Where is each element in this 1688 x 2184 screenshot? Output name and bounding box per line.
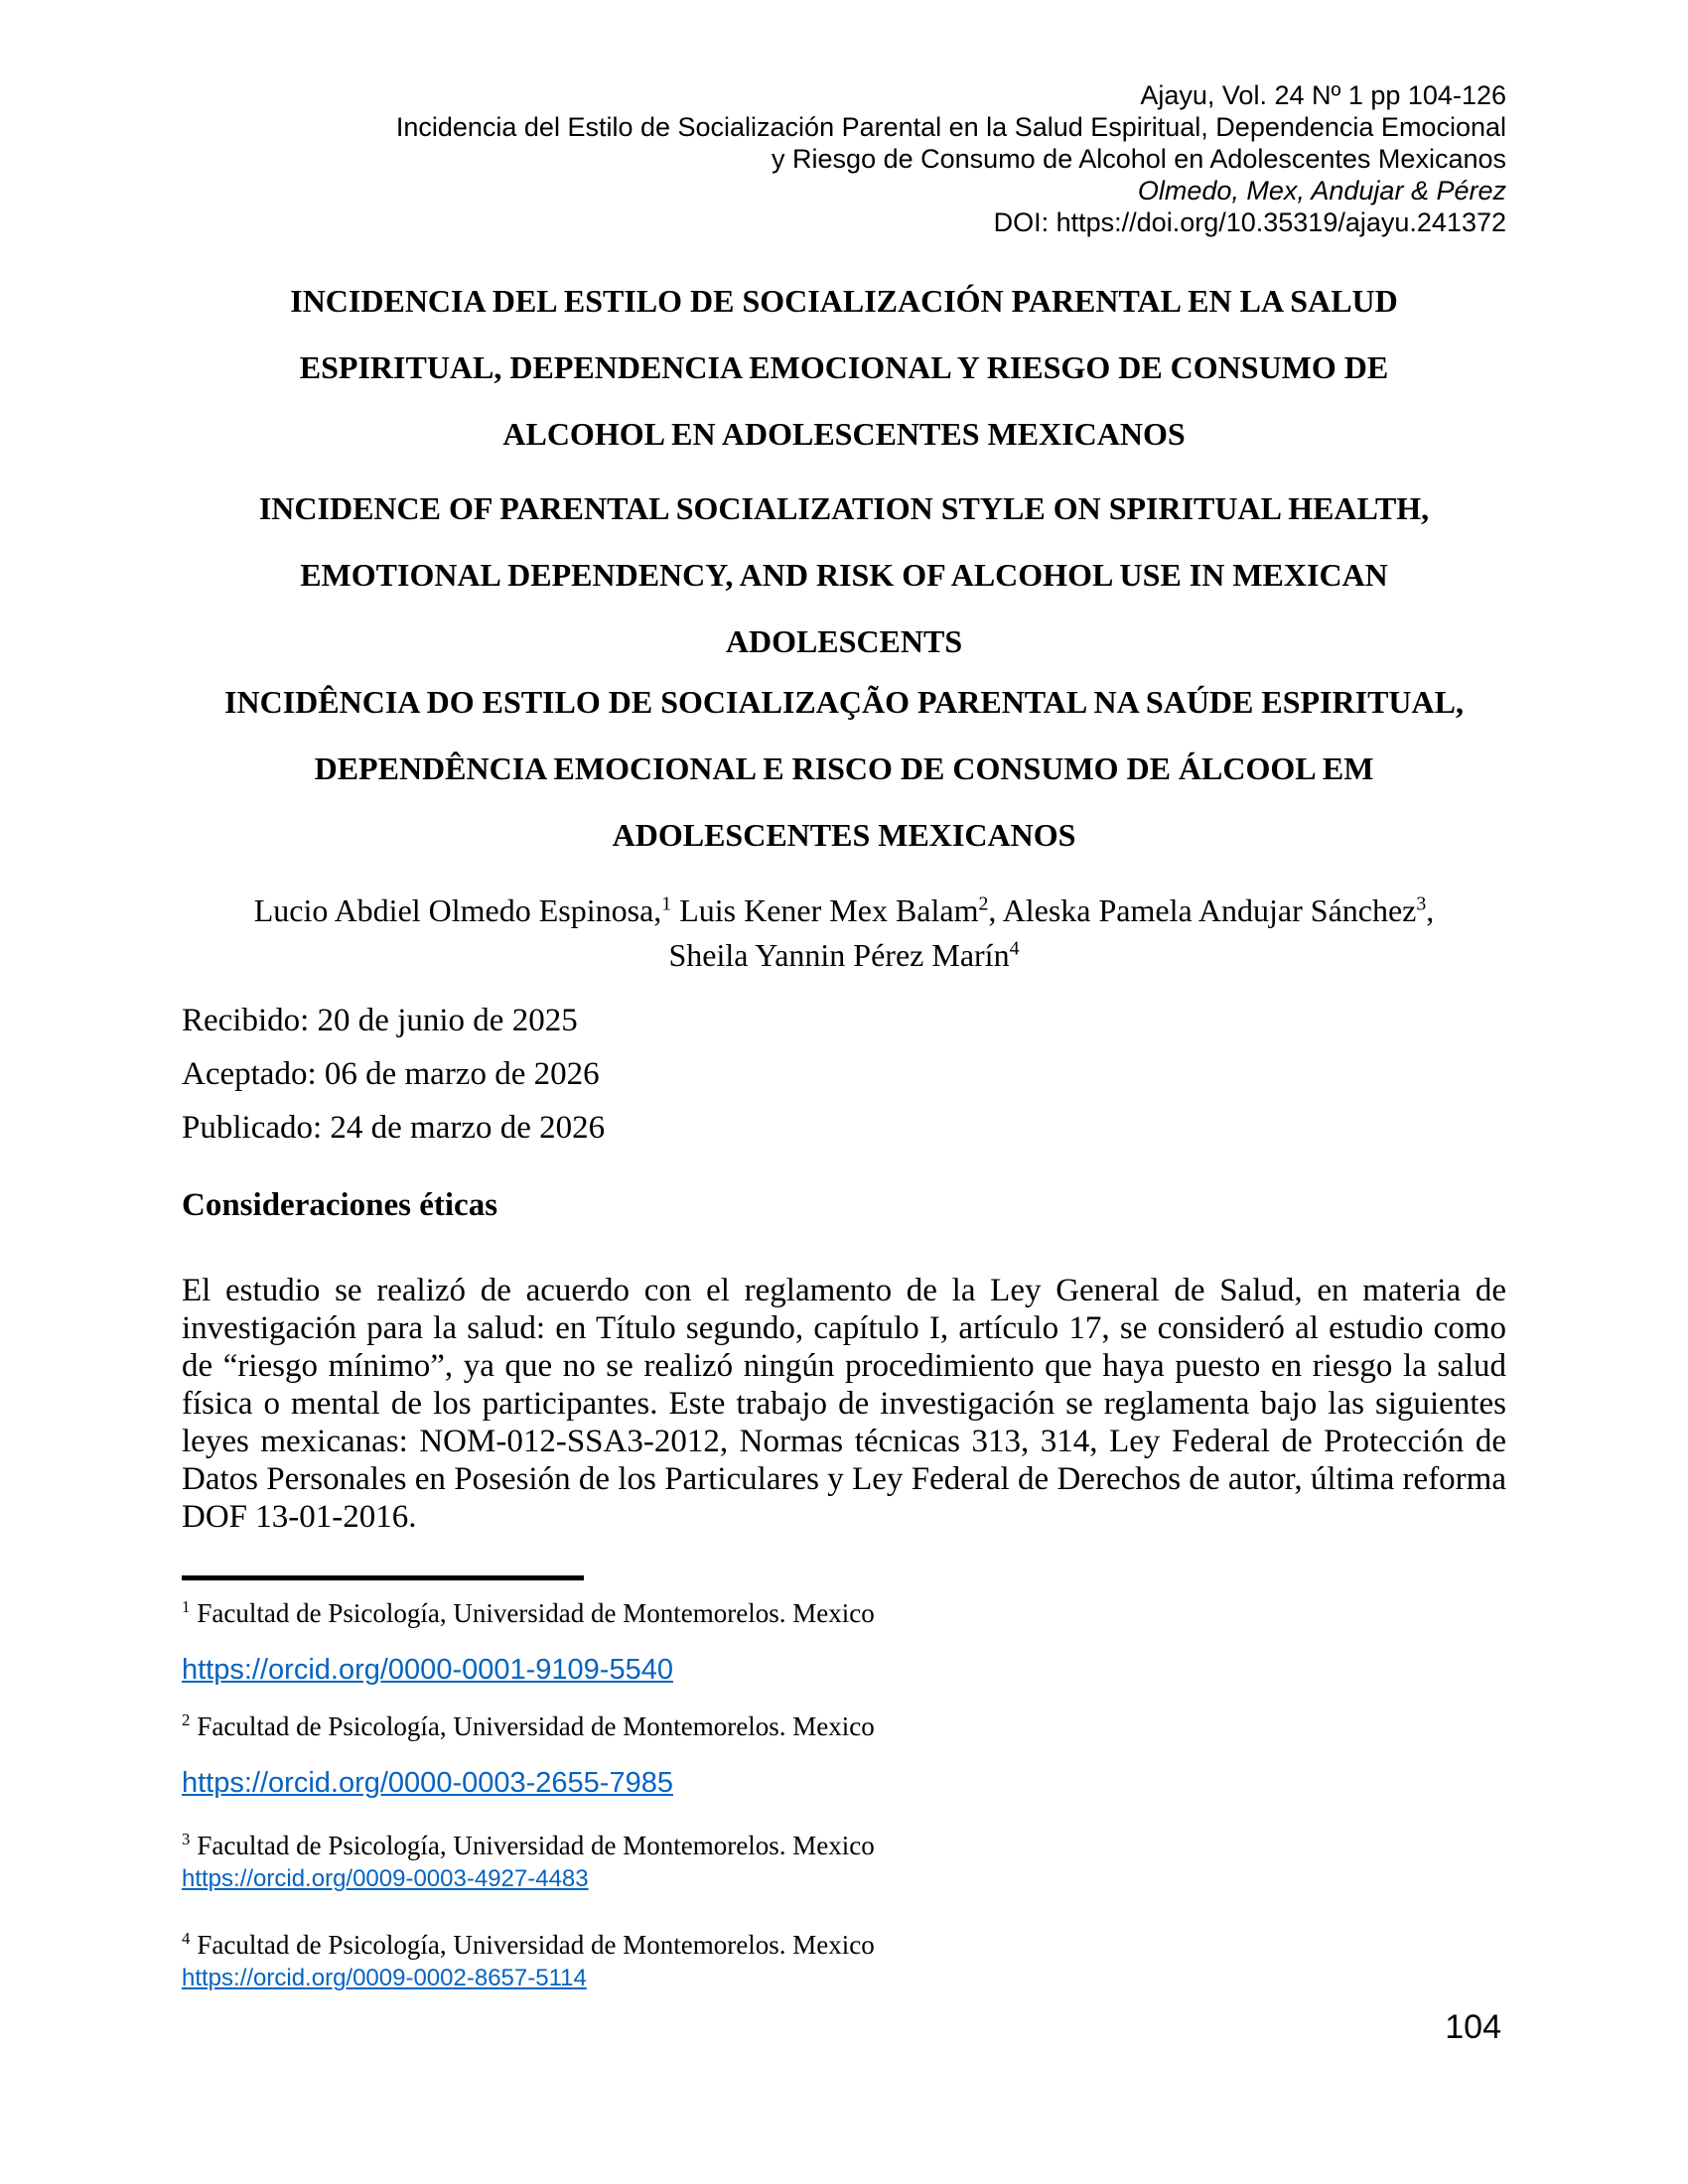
ethics-section-heading: Consideraciones éticas [182,1187,498,1223]
footnotes [182,1596,1506,1993]
footnote-affiliation: Facultad de Psicología, Universidad de Montemorelos. Mexico [197,1930,875,1960]
accepted-date: Aceptado: 06 de marzo de 2026 [182,1056,600,1092]
title-portuguese-line: INCIDÊNCIA DO ESTILO DE SOCIALIZAÇÃO PARENTAL NA SAÚDE ESPIRITUAL, [224,684,1464,720]
orcid-link-3[interactable]: https://orcid.org/0009-0003-4927-4483 [182,1865,589,1892]
author-name: Sheila Yannin Pérez Marín [668,937,1010,973]
article-dates [182,1002,1506,1147]
author-affiliation-superscript: 3 [1416,892,1427,915]
author-separator: , [1426,892,1435,928]
running-authors: Olmedo, Mex, Andujar & Pérez [1137,176,1506,205]
title-spanish [182,268,1506,468]
title-portuguese-line: ADOLESCENTES MEXICANOS [612,817,1076,853]
footnote-1 [182,1596,1506,1630]
received-date: Recibido: 20 de junio de 2025 [182,1003,578,1038]
running-title-line-2: y Riesgo de Consumo de Alcohol en Adolescentes Mexicanos [772,144,1506,174]
orcid-link-4[interactable]: https://orcid.org/0009-0002-8657-5114 [182,1965,587,1991]
footnote-separator [182,1575,584,1580]
published-date: Publicado: 24 de marzo de 2026 [182,1110,606,1146]
author-affiliation-superscript: 4 [1009,937,1020,960]
author-line-2 [182,933,1506,978]
title-english-line: ADOLESCENTS [725,623,963,659]
title-portuguese-line: DEPENDÊNCIA EMOCIONAL E RISCO DE CONSUMO DE ÁLCOOL EM [314,751,1374,786]
footnote-marker: 4 [182,1929,191,1948]
footnote-affiliation: Facultad de Psicología, Universidad de Montemorelos. Mexico [197,1598,875,1628]
title-english [182,476,1506,675]
author-affiliation-superscript: 2 [978,892,989,915]
footnote-marker: 2 [182,1710,191,1729]
doi-line: DOI: https://doi.org/10.35319/ajayu.241372 [993,207,1506,237]
title-spanish-line: INCIDENCIA DEL ESTILO DE SOCIALIZACIÓN PARENTAL EN LA SALUD [290,283,1398,319]
title-english-line: EMOTIONAL DEPENDENCY, AND RISK OF ALCOHOL USE IN MEXICAN [300,557,1388,593]
footnote-2 [182,1709,1506,1743]
page-number: 104 [1445,2008,1501,2046]
journal-volume-line: Ajayu, Vol. 24 Nº 1 pp 104-126 [1140,80,1506,110]
title-spanish-line: ALCOHOL EN ADOLESCENTES MEXICANOS [502,416,1186,452]
orcid-link-2[interactable]: https://orcid.org/0000-0003-2655-7985 [182,1767,673,1799]
footnote-marker: 1 [182,1597,191,1616]
footnote-affiliation: Facultad de Psicología, Universidad de Montemorelos. Mexico [197,1711,875,1741]
title-spanish-line: ESPIRITUAL, DEPENDENCIA EMOCIONAL Y RIESGO DE CONSUMO DE [299,349,1389,385]
ethics-paragraph: El estudio se realizó de acuerdo con el reglamento de la Ley General de Salud, en materia de investigación para la salud: en Título segundo, capítulo I, artículo 17, se consideró al estudio como de “riesgo mínimo”, ya que no se realizó ningún procedimiento que haya puesto en riesgo la salud física o mental de los participantes. Este trabajo de investigación se reglamenta bajo las siguientes leyes mexicanas: NOM-012-SSA3-2012, Normas técnicas 313, 314, Ley Federal de Protección de Datos Personales en Posesión de los Particulares y Ley Federal de Derechos de autor, última reforma DOF 13-01-2016. [182,1273,1506,1535]
title-portuguese [182,669,1506,869]
running-head [182,79,1506,238]
orcid-link-1[interactable]: https://orcid.org/0000-0001-9109-5540 [182,1654,673,1686]
author-name: Lucio Abdiel Olmedo Espinosa, [253,892,662,928]
author-name: , Aleska Pamela Andujar Sánchez [988,892,1417,928]
footnote-3 [182,1829,1506,1862]
author-list [182,888,1506,978]
footnote-4 [182,1928,1506,1962]
author-line-1 [182,888,1506,933]
author-affiliation-superscript: 1 [661,892,672,915]
footnote-affiliation: Facultad de Psicología, Universidad de Montemorelos. Mexico [197,1831,875,1860]
author-name: Luis Kener Mex Balam [671,892,979,928]
running-title-line-1: Incidencia del Estilo de Socialización Parental en la Salud Espiritual, Dependencia Emocional [395,112,1506,142]
footnote-marker: 3 [182,1830,191,1848]
title-english-line: INCIDENCE OF PARENTAL SOCIALIZATION STYLE ON SPIRITUAL HEALTH, [258,490,1430,526]
